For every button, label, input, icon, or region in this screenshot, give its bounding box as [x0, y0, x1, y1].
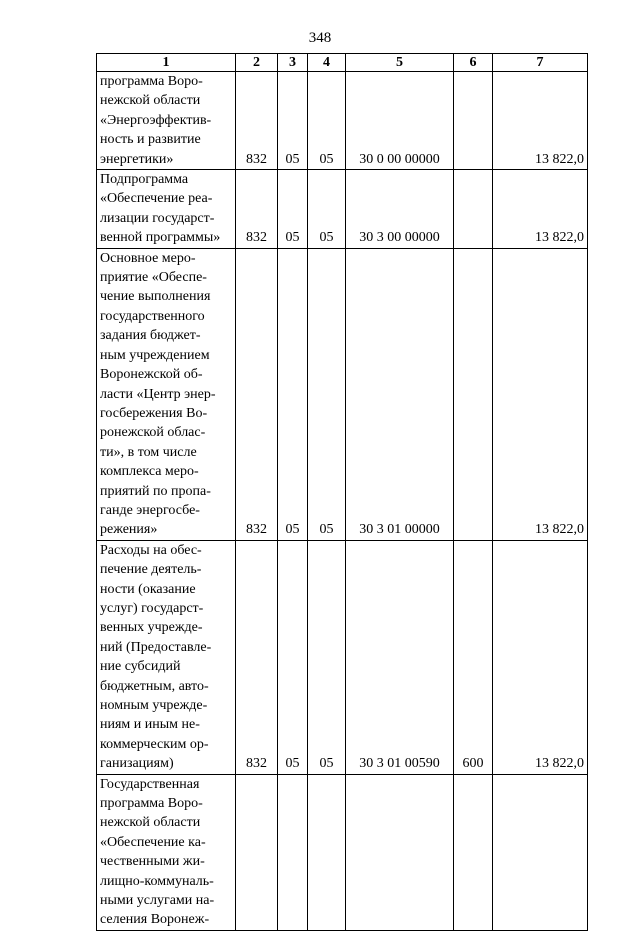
expense-type-cell — [454, 774, 493, 930]
column-header-6: 6 — [454, 54, 493, 72]
target-article-cell: 30 0 00 00000 — [346, 72, 454, 170]
budget-table — [96, 53, 588, 931]
amount-cell — [493, 774, 588, 930]
expense-type-cell — [454, 248, 493, 540]
subsection-cell: 05 — [308, 170, 346, 249]
target-article-cell: 30 3 01 00000 — [346, 248, 454, 540]
column-header-2: 2 — [236, 54, 278, 72]
amount-cell: 13 822,0 — [493, 248, 588, 540]
admin-code-cell — [236, 774, 278, 930]
target-article-cell: 30 3 00 00000 — [346, 170, 454, 249]
subsection-cell: 05 — [308, 72, 346, 170]
section-cell: 05 — [278, 170, 308, 249]
admin-code-cell: 832 — [236, 72, 278, 170]
subsection-cell: 05 — [308, 540, 346, 774]
section-cell: 05 — [278, 540, 308, 774]
amount-cell: 13 822,0 — [493, 72, 588, 170]
page-number: 348 — [308, 30, 332, 46]
table-row — [97, 540, 588, 774]
table-row — [97, 248, 588, 540]
expense-type-cell — [454, 72, 493, 170]
row-name-text: Государственная программа Воро- нежской области «Обеспечение ка- чественными жи- лищно-коммуналь- ными услугами на- селения Воронеж- — [100, 776, 215, 928]
expense-type-cell — [454, 170, 493, 249]
subsection-cell: 05 — [308, 248, 346, 540]
subsection-cell — [308, 774, 346, 930]
target-article-cell — [346, 774, 454, 930]
column-header-5: 5 — [346, 54, 454, 72]
section-cell: 05 — [278, 72, 308, 170]
row-name-cell — [97, 72, 236, 170]
row-name-text: Основное меро- приятие «Обеспе- чение выполнения государственного задания бюджет- ным учреждением Воронежской об- ласти «Центр энер- госбережения Во- ронежской облас- ти», в том числе комплекса меро- приятий по пропа- ганде энергосбе- режения» — [100, 250, 216, 538]
row-name-text: программа Воро- нежской области «Энергоэффектив- ность и развитие энергетики» — [100, 74, 212, 167]
row-name-text: Расходы на обес- печение деятель- ности (оказание услуг) государст- венных учрежде- ний (Предоставле- ние субсидий бюджетным, авто- номным учрежде- ниям и иным не- коммерческим ор- ганизациям) — [100, 542, 212, 772]
row-name-cell — [97, 774, 236, 930]
row-name-text: Подпрограмма «Обеспечение реа- лизации государст- венной программы» — [100, 172, 221, 246]
header-row — [97, 54, 588, 72]
column-header-4: 4 — [308, 54, 346, 72]
expense-type-cell: 600 — [454, 540, 493, 774]
admin-code-cell: 832 — [236, 248, 278, 540]
column-header-1: 1 — [97, 54, 236, 72]
column-header-7: 7 — [493, 54, 588, 72]
section-cell — [278, 774, 308, 930]
table-row — [97, 774, 588, 930]
row-name-cell — [97, 540, 236, 774]
table-row — [97, 170, 588, 249]
row-name-cell — [97, 248, 236, 540]
column-header-3: 3 — [278, 54, 308, 72]
row-name-cell — [97, 170, 236, 249]
section-cell: 05 — [278, 248, 308, 540]
amount-cell: 13 822,0 — [493, 170, 588, 249]
table-row — [97, 72, 588, 170]
admin-code-cell: 832 — [236, 170, 278, 249]
target-article-cell: 30 3 01 00590 — [346, 540, 454, 774]
admin-code-cell: 832 — [236, 540, 278, 774]
amount-cell: 13 822,0 — [493, 540, 588, 774]
